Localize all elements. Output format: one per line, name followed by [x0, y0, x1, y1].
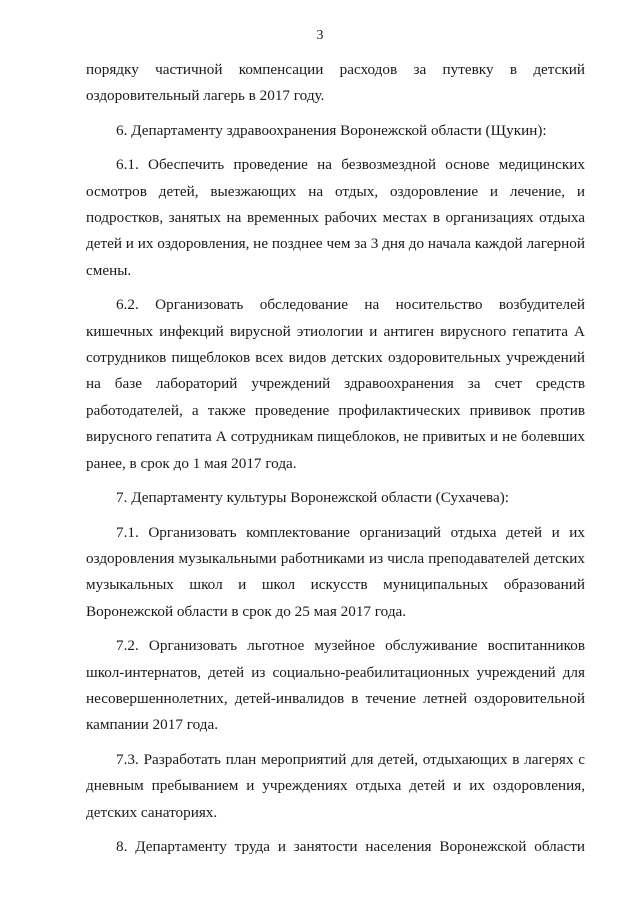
paragraph-item-6-1: 6.1. Обеспечить проведение на безвозмездной основе медицинских осмотров детей, выезжающих на отдых, оздоровление и лечение, и подростков, занятых на временных рабочих местах в организациях отдыха детей и их оздоровления, не позднее чем за 3 дня до начала каждой лагерной смены. — [86, 156, 585, 279]
paragraph-item-8: 8. Департаменту труда и занятости населения Воронежской области — [116, 837, 585, 855]
page-number: 3 — [316, 28, 324, 43]
paragraph-item-7: 7. Департаменту культуры Воронежской области (Сухачева): — [116, 489, 509, 507]
paragraph-item-7-3: 7.3. Разработать план мероприятий для детей, отдыхающих в лагерях с дневным пребыванием и учреждениях отдыха детей и их оздоровления, детских санаториях. — [86, 750, 585, 821]
paragraph-item-6: 6. Департаменту здравоохранения Воронежской области (Щукин): — [116, 121, 547, 139]
paragraph-item-7-2: 7.2. Организовать льготное музейное обслуживание воспитанников школ-интернатов, детей из социально-реабилитационных учреждений для несовершеннолетних, детей-инвалидов в течение летней оздоровительной кампании 2017 года. — [86, 637, 585, 734]
paragraph-item-7-1: 7.1. Организовать комплектование организаций отдыха детей и их оздоровления музыкальными работниками из числа преподавателей детских музыкальных школ и школ искусств муниципальных образований Воронежской области в срок до 25 мая 2017 года. — [86, 523, 585, 620]
paragraph-continuation: порядку частичной компенсации расходов за путевку в детский оздоровительный лагерь в 2017 году. — [86, 61, 585, 105]
document-body — [86, 57, 585, 868]
paragraph-item-6-2: 6.2. Организовать обследование на носительство возбудителей кишечных инфекций вирусной этиологии и антиген вирусного гепатита А сотрудников пищеблоков всех видов детских оздоровительных учреждений на базе лабораторий учреждений здравоохранения за счет средств работодателей, а также проведение профилактических прививок против вирусного гепатита А сотрудникам пищеблоков, не привитых и не болевших ранее, в срок до 1 мая 2017 года. — [86, 296, 585, 472]
